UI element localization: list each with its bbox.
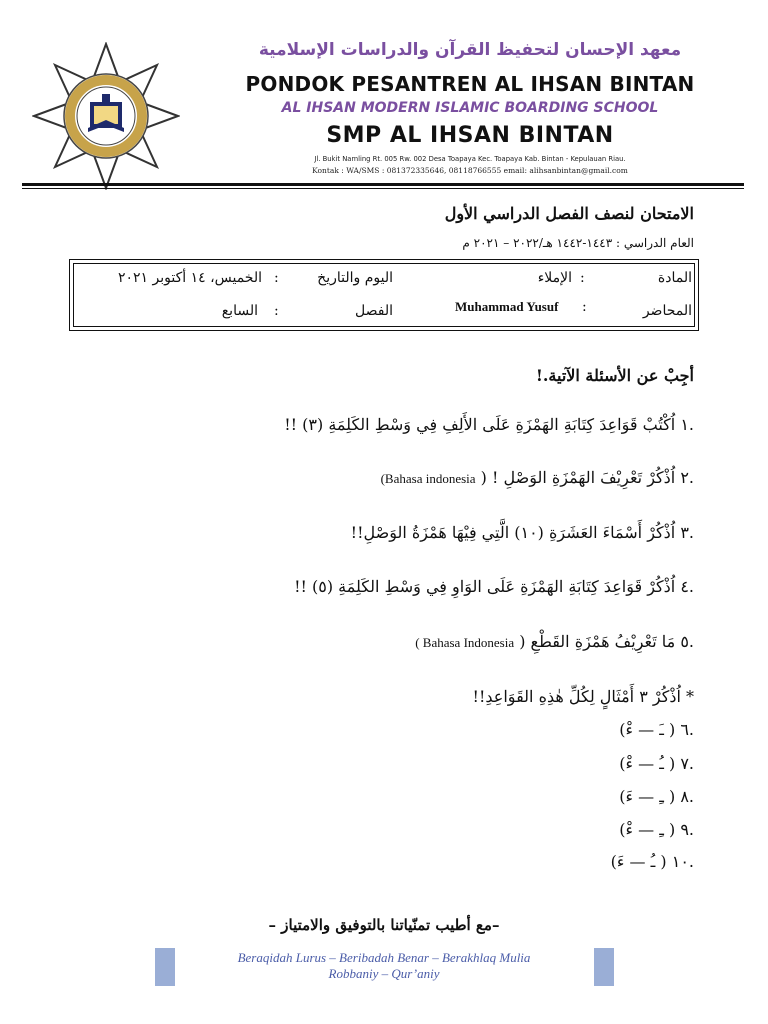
question-text: اُذْكُرْ أَسْمَاءَ العَشَرَةِ (١٠) الَّتِي فِيْهَا هَمْزَةُ الوَصْلِ!! [350, 523, 676, 542]
class-colon: : [274, 303, 279, 319]
academic-year: العام الدراسي : ١٤٤٣-١٤٤٢ هـ/٢٠٢٢ – ٢٠٢١ م [462, 236, 694, 250]
day-label: اليوم والتاريخ [317, 270, 393, 286]
subject-colon: : [580, 270, 585, 286]
question-number: .٥ [680, 632, 694, 651]
pattern-number: .٩ [680, 820, 694, 839]
subject-label: المادة [657, 270, 692, 286]
instruction: أجِبْ عن الأسئلة الآتية.! [535, 366, 694, 385]
pattern-6 [619, 720, 694, 739]
teacher-colon: : [582, 299, 587, 315]
question-number: .٤ [680, 577, 694, 596]
pattern-number: .١٠ [671, 852, 694, 871]
question-language-note: Bahasa indonesia) [380, 471, 476, 486]
question-1 [284, 415, 694, 434]
pattern-number: .٧ [680, 754, 694, 773]
pattern-8 [619, 787, 694, 806]
footer-motto-sub: Robbaniy – Qur’aniy [328, 966, 440, 981]
teacher-value: Muhammad Yusuf [455, 299, 559, 314]
pattern-text: ( ـِ — ءَ) [619, 787, 676, 806]
subject-value: الإملاء [537, 270, 572, 286]
question-text: اُكْتُبْ قَوَاعِدَ كِتَابَةِ الهَمْزَةِ عَلَى الأَلِفِ فِي وَسْطِ الكَلِمَةِ (٣) !! [284, 415, 676, 434]
footer-motto: Beraqidah Lurus – Beribadah Benar – Berakhlaq Mulia [237, 950, 531, 965]
pattern-7 [619, 754, 694, 773]
day-value: الخميس، ١٤ أكتوبر ٢٠٢١ [118, 270, 262, 286]
teacher-label: المحاضر [642, 303, 692, 319]
question-5 [415, 632, 694, 651]
header-divider-thin [22, 188, 744, 189]
pattern-10 [611, 852, 694, 871]
question-text: اُذْكُرْ تَعْرِيْفَ الهَمْزَةِ الوَصْلِ ! ( [480, 468, 676, 487]
arabic-institute-name: معهد الإحسان لتحفيظ القرآن والدراسات الإسلامية [258, 40, 682, 60]
footer-bar-right [594, 948, 614, 986]
school-logo [32, 42, 180, 190]
pattern-text: ( ـِ — ءْ) [619, 820, 676, 839]
school-address: Jl. Bukit Namling Rt. 005 Rw. 002 Desa Toapaya Kec. Toapaya Kab. Bintan - Kepulauan Riau. [314, 155, 626, 163]
pattern-number: .٨ [680, 787, 694, 806]
question-language-note: Bahasa Indonesia ) [415, 635, 515, 650]
pattern-text: ( ـُ — ءَ) [610, 852, 667, 871]
smp-name: SMP AL IHSAN BINTAN [326, 123, 614, 148]
pondok-name: PONDOK PESANTREN AL IHSAN BINTAN [245, 72, 695, 96]
question-number: .١ [680, 415, 694, 434]
question-text: مَا تَعْرِيْفُ هَمْزَةِ القَطْعِ ( [519, 632, 676, 651]
pattern-9 [619, 820, 694, 839]
question-number: .٢ [680, 468, 694, 487]
question-number: .٣ [680, 523, 694, 542]
closing-wish: –مع أطيب تمنّياتنا بالتوفيق والامتياز – [268, 916, 500, 934]
school-contact: Kontak : WA/SMS : 081372335646, 08118766555 email: alihsanbintan@gmail.com [312, 166, 628, 175]
pattern-text: ( ـَ — ءْ) [619, 720, 676, 739]
question-text: اُذْكُرْ قَوَاعِدَ كِتَابَةِ الهَمْزَةِ عَلَى الوَاوِ فِي وَسْطِ الكَلِمَةِ (٥) !! [294, 577, 676, 596]
question-2 [381, 468, 694, 487]
question-3 [351, 523, 694, 542]
exam-title: الامتحان لنصف الفصل الدراسي الأول [444, 204, 694, 223]
question-4 [294, 577, 694, 596]
header-divider-thick [22, 183, 744, 186]
class-label: الفصل [355, 303, 393, 319]
example-instruction: * اُذْكُرْ ٣ أَمْثَالٍ لِكُلِّ هٰذِهِ القَوَاعِدِ!! [472, 687, 694, 706]
pattern-text: ( ـُ — ءْ) [619, 754, 676, 773]
class-value: السابع [221, 303, 258, 319]
footer-bar-left [155, 948, 175, 986]
day-colon: : [274, 270, 279, 286]
school-english-name: AL IHSAN MODERN ISLAMIC BOARDING SCHOOL [281, 100, 659, 116]
pattern-number: .٦ [680, 720, 694, 739]
